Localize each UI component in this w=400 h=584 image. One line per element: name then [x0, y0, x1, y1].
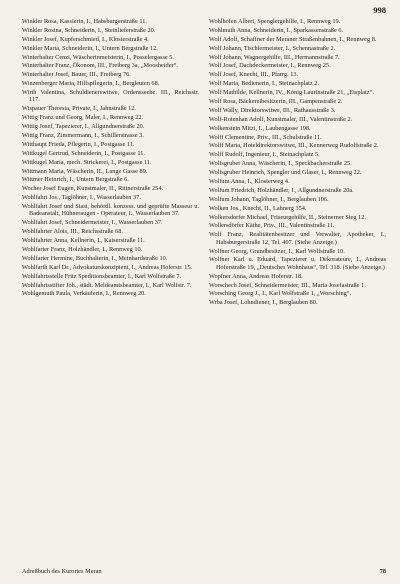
directory-entry: Wolff Maria, Hoteldirektorswitwe, III., Kennerweg Rudolfstraße 2.: [209, 142, 379, 150]
directory-entry: Wittmer Heinrich, I., Untern Bergstraße 6.: [22, 176, 129, 184]
page-footer: [22, 568, 386, 575]
directory-entry: Wittkugel Maria, mech. Strickerei, I., Postgasse 11.: [22, 158, 152, 166]
directory-entry: Wittkugel Gertrud, Schneiderin, I., Postgasse 11.: [22, 149, 145, 157]
directory-entry: Wocher Josef Eugen, Kunstmaler, II., Rittnerstraße 254.: [22, 185, 164, 193]
directory-entry: Wolkenstein Mitzi, I., Laubengasse 198.: [209, 124, 311, 132]
directory-entry: Wolken Jos., Knecht, II., Lahnerg 354.: [209, 204, 307, 212]
directory-entry: Wolfner Karl u. Eduard, Tapezierer u. Dekorateure, I., Andreas Hoferstraße 19, „Deutsches Wohnhaus“, Tel. 318. (Siehe Anzeige.): [209, 256, 386, 271]
directory-entry: Wolff Rudolf, Ingenieur, I., Steinachplatz 5.: [209, 151, 320, 159]
directory-entry: Wohlfarter Hermine, Buchhalterin, I., Meinhardstraße 10.: [22, 254, 168, 262]
directory-entry: Wolfner Georg, Grundbesitzer, I., Karl Wolfstraße 10.: [209, 247, 345, 255]
directory-entry: Witthaupt Frieda, Pflegerin, I., Postgasse 11.: [22, 140, 135, 148]
directory-entry: Wolf Maria, Bedienerin, I., Steinachplatz 2.: [209, 80, 320, 88]
directory-entry: Wolf Josef, Knecht, III., Pfarrg. 13.: [209, 71, 299, 79]
directory-entry: Wohlfahrt Josef, Schneidermeister, I., Wasserlauben 37.: [22, 219, 163, 227]
directory-entry: Wolf Johann, Tischlermeister, I., Schennastraße 2.: [209, 44, 336, 52]
directory-entry: Worsching Georg J., I., Karl Wolfstraße 1, „Worsching“.: [209, 290, 352, 298]
directory-entry: Wohlgemuth Paula, Verkäuferin, I., Rennweg 20.: [22, 290, 146, 298]
directory-entry: Wolkersdorfer Michael, Friseurgehilfe, II., Steinerner Steg 12.: [209, 213, 366, 221]
directory-entry: Wohlfahrter Anna, Kellnerin, I., Kaiserstraße 11.: [22, 237, 145, 245]
directory-entry: Wittmann Maria, Wäscherin, II., Lange Gasse 89.: [22, 167, 148, 175]
directory-entry: Wittig Josef, Tapezierer, I., Allgundnerstraße 20.: [22, 123, 145, 131]
directory-entry: Wirth Valentina, Schuldienerswitwe, Ordensseehe. III., Reichsstr. 117.: [22, 89, 199, 104]
directory-entry: Wohlfahrtsstelle Fritz Speditionsbeamter, I., Karl Wolfstraße 7.: [22, 272, 182, 280]
directory-entry: Wolfsgruber Anna, Wäscherin, I., Speckbacherstraße 25.: [209, 160, 352, 168]
directory-entry: Wispauer Theresia, Private, I., Jahnstraße 12.: [22, 105, 136, 113]
directory-entry: Wolfum Anna, I., Klosterweg 4.: [209, 178, 290, 186]
page-number: 998: [373, 5, 386, 15]
directory-entry: Wopfner Anna, Andreas Hoferstr. 18.: [209, 272, 303, 280]
directory-entry: Wolfsgruber Heinrich, Spengler und Glaser, I., Rennweg 22.: [209, 169, 362, 177]
directory-entry: Wrba Josef, Lohndiener, I., Berglauben 80.: [209, 299, 318, 307]
directory-entry: Winterhalter Cenzi, Wäscherinmeisterin, I., Posselergasse 5.: [22, 53, 174, 61]
directory-entry: Wohlhofen Albert, Spenglergehilfe, I., Rennweg 19.: [209, 18, 341, 25]
right-column: [209, 18, 386, 556]
directory-entry: Winkler Rosina, Schneiderin, I., Steinlieferstraße 20.: [22, 26, 156, 34]
directory-entry: Wohlmuth Anna, Schneiderin, I., Sparkassenstraße 6.: [209, 26, 344, 34]
directory-entry: Wohlfahrtsstifter Joh., städt. Meldeamtsbeamter, I., Karl Wolfstr. 7.: [22, 281, 192, 289]
directory-entry: Winzenberger Maria, Hilfspflegerin, I., Bergleuten 68.: [22, 80, 160, 88]
directory-entry: Wolf-Rotenhan Adolf, Kunstmaler, III., Valentinstraße 2.: [209, 115, 353, 123]
directory-entry: Wittig Franz, Zimmermann, I., Schillerstrasse 3.: [22, 131, 144, 139]
directory-entry: Winkler Maria, Schneiderin, I., Untern Bergstraße 12.: [22, 44, 158, 52]
directory-entry: Wittig Franz und Georg, Maler, I., Rennweg 22.: [22, 114, 144, 122]
columns: [22, 18, 386, 556]
footer-signature: 78: [379, 568, 386, 575]
left-column: [22, 18, 199, 556]
directory-entry: Wolf Josef, Dachdeckermeister, I., Rennweg 25.: [209, 62, 331, 70]
directory-entry: Wohlfahrter Alois, III., Reichsstraße 68.: [22, 228, 123, 236]
directory-entry: Wolf Wally, Direktorswitwe, III., Rathausstraße 3.: [209, 106, 336, 114]
directory-entry: Wolf Mathilde, Kellnerin, IV., König Laurinstraße 21, „Eisplatz“.: [209, 89, 374, 97]
directory-entry: Wohlfahrt Jos., Taglöhner, I., Wasserlauben 37.: [22, 194, 141, 202]
directory-entry: Wohlfarter Franz, Holzhändler, I., Rennweg 10.: [22, 245, 143, 253]
directory-entry: Wolf Johann, Wagnergehilfe, III., Hermannstraße 7.: [209, 53, 340, 61]
directory-entry: Wolfum Friedrich, Holzhändler, I., Allgundnerstraße 20a.: [209, 186, 354, 194]
directory-entry: Wohlfahrt Josef und Stasi, behördl. konzess. und geprüfte Masseur u. Badeanstalt, Hühneraugen - Operateur, I., Wasserlauben 37.: [22, 203, 199, 218]
directory-entry: Winkler Josef, Kupferschmied, I., Klosterstraße 4.: [22, 35, 149, 43]
directory-entry: Winkler Rosa, Kassierin, I., Habsburgerstraße 11.: [22, 18, 147, 25]
directory-entry: Worschech Josef, Schneidermeister, III., Maria Josefastraße 1.: [209, 281, 366, 289]
directory-entry: Wolf Adolf, Schaffner der Meraner Straßenbahnen, I., Rennweg 8.: [209, 35, 377, 43]
directory-entry: Winterhalter Franz, Ökonom, III., Freiberg 3a, „Moosheider“.: [22, 62, 178, 70]
directory-entry: Wollersdörfer Käthe, Priv., III., Valentinstraße 11.: [209, 222, 335, 230]
directory-entry: Winterhalter Josef, Bauer, III., Freiberg 76.: [22, 71, 131, 79]
directory-entry: Wolf Franz, Realitätenbesitzer und Verwalter, Apotheker, I., Habsburgerstraße 12, Tel. 407. (Siehe Anzeige.): [209, 231, 386, 246]
directory-entry: Wolfum Johann, Taglöhner, I., Berglauben 106.: [209, 195, 329, 203]
directory-entry: Wolf Rosa, Bäckereibesitzerin, III., Gampenstraße 2.: [209, 98, 343, 106]
footer-title: Adreßbuch des Kurortes Meran: [22, 568, 102, 575]
directory-entry: Wolff Clementine, Priv., III., Schulstraße 11.: [209, 133, 322, 141]
directory-entry: Wohlfarth Karl Dr., Advokaturskonzipient, I., Andreas Hoferstr. 15.: [22, 263, 193, 271]
